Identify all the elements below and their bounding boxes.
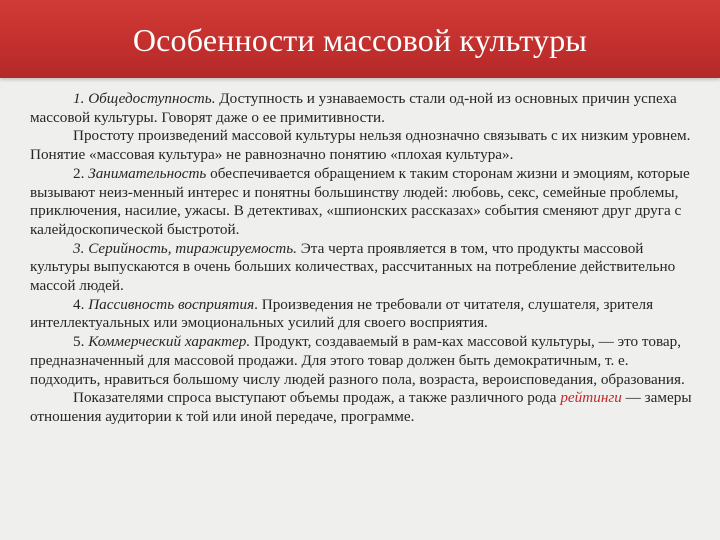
paragraph-5-number: 4. bbox=[73, 295, 89, 313]
paragraph-7-text-after: — замеры отношения аудитории к той или иной передаче, программе. bbox=[30, 389, 692, 425]
paragraph-4-text: Эта черта проявляется в том, что продукты массовой культуры выпускаются в очень больших количествах, рассчитанных на потребление действительно массой людей. bbox=[30, 239, 676, 295]
title-bar bbox=[0, 0, 720, 78]
term-commercial: Коммерческий характер. bbox=[88, 333, 251, 351]
slide-body bbox=[30, 90, 694, 427]
slide-title: Особенности массовой культуры bbox=[132, 22, 588, 58]
paragraph-3-number: 2. bbox=[73, 164, 89, 182]
paragraph-3-text: обеспечивается обращением к таким сторонам жизни и эмоциям, которые вызывают неиз-менный интерес и понятны большинству людей: любовь, секс, семейные проблемы, приключения, насилие, ужасы. В детективах, «шпионских рассказах» события сменяют друг друга с калейдоскопической быстротой. bbox=[30, 164, 690, 238]
term-entertainment: Занимательность bbox=[88, 164, 207, 182]
paragraph-2-simplicity bbox=[30, 127, 694, 164]
paragraph-6-text: Продукт, создаваемый в рам-ках массовой культуры, — это товар, предназначенный для массовой продажи. Для этого товар должен быть демократичным, т. е. подходить, нравиться большому числу людей разного пола, возраста, вероисповедания, образования. bbox=[30, 333, 685, 388]
paragraph-4-seriality bbox=[30, 240, 694, 296]
paragraph-6-number: 5. bbox=[73, 333, 89, 351]
paragraph-6-commercial bbox=[30, 333, 694, 389]
paragraph-1-accessibility bbox=[30, 90, 694, 127]
paragraph-3-entertainment bbox=[30, 165, 694, 240]
term-accessibility: 1. Общедоступность. bbox=[73, 90, 216, 107]
paragraph-7-demand bbox=[30, 389, 694, 426]
term-seriality: 3. Серийность, тиражируемость. bbox=[73, 239, 297, 257]
paragraph-5-passivity bbox=[30, 296, 694, 333]
term-ratings: рейтинги bbox=[560, 389, 622, 407]
term-passivity: Пассивность восприятия bbox=[88, 295, 255, 313]
paragraph-1-text: Доступность и узнаваемость стали од-ной из основных причин успеха массовой культуры. Говорят даже о ее примитивности. bbox=[30, 90, 677, 126]
paragraph-5-text: . Произведения не требовали от читателя, слушателя, зрителя интеллектуальных или эмоциональных усилий для своего восприятия. bbox=[30, 295, 654, 332]
paragraph-2-text: Простоту произведений массовой культуры нельзя однозначно связывать с их низким уровнем. Понятие «массовая культура» не равнозначно понятию «плохая культура». bbox=[30, 127, 691, 164]
paragraph-7-text: Показателями спроса выступают объемы продаж, а также различного рода bbox=[73, 389, 561, 407]
